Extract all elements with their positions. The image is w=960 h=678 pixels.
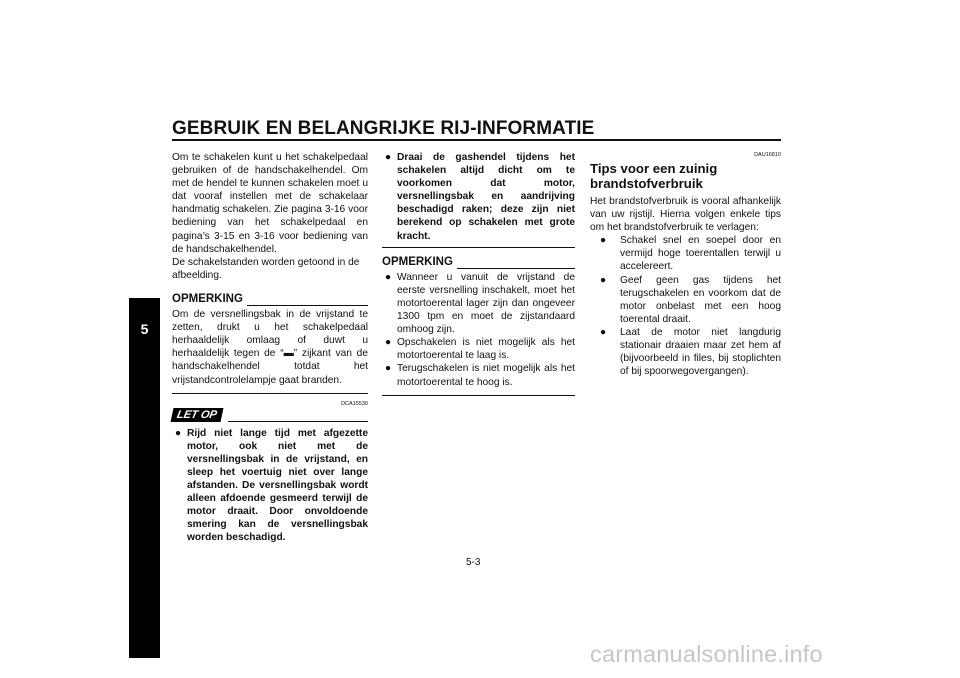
tip-item bbox=[590, 234, 781, 273]
header-rule bbox=[172, 139, 781, 141]
intro-paragraph: Om te schakelen kunt u het schakelpedaal gebruiken of de handschakelhendel. Om met de hendel te kunnen schakelen moet u dat vooraf instellen met de schakelaar handmatig schakelen. Zie pagina 3-16 voor bediening van het schakelpedaal en pagina’s 3-15 en 3-16 voor bediening van de handschakelhendel. bbox=[172, 152, 368, 255]
note-label-2: OPMERKING bbox=[382, 255, 453, 268]
note-end-rule bbox=[172, 393, 368, 394]
caution-code: DCA15530 bbox=[341, 400, 368, 407]
bullet-icon: ● bbox=[385, 152, 392, 163]
doc-code: DAU16810 bbox=[754, 152, 781, 158]
tip-item bbox=[590, 274, 781, 326]
note-bullet bbox=[382, 336, 575, 362]
bullet-icon: ● bbox=[385, 271, 392, 283]
tip-text: Laat de motor niet langdurig stationair draaien maar zet hem af (bijvoorbeeld in files, bij stoplichten of bij spoorwegovergangen). bbox=[620, 326, 781, 378]
note-bullet-text: Wanneer u vanuit de vrijstand de eerste versnelling inschakelt, moet het motortoerental lager zijn dan ongeveer 1300 tpm en moet de zijstandaard omhoog zijn. bbox=[397, 271, 575, 336]
chapter-tab bbox=[129, 298, 160, 658]
caution-bullet bbox=[172, 427, 368, 545]
note-heading-rule-2 bbox=[457, 262, 575, 269]
column-1 bbox=[172, 151, 368, 544]
note-bullet-text: Terugschakelen is niet mogelijk als het motortoerental te hoog is. bbox=[397, 363, 575, 388]
caution-bullet-2-text: Draai de gashendel tijdens het schakelen altijd dicht om te voorkomen dat motor, versnellingsbak en aandrijving beschadigd raken; deze zijn niet berekend op schakelen met grote kracht. bbox=[397, 152, 575, 242]
caution-badge: LET OP bbox=[171, 408, 224, 422]
intro-paragraph-2: De schakelstanden worden getoond in de afbeelding. bbox=[172, 256, 360, 281]
note-bullet bbox=[382, 271, 575, 336]
tip-text: Geef geen gas tijdens het terugschakelen en voorkom dat de motor onbelast met een hoog toerental draait. bbox=[620, 274, 781, 325]
column-3 bbox=[590, 151, 781, 378]
caution-bullet-text: Rijd niet lange tijd met afgezette motor, ook niet met de versnellingsbak in de vrijstand, en sleep het voertuig niet over lange afstanden. De versnellingsbak wordt alleen afdoende gesmeerd terwijl de motor draait. Door onvoldoende smering kan de versnellingsbak worden beschadigd. bbox=[187, 427, 368, 544]
page-title: GEBRUIK EN BELANGRIJKE RIJ-INFORMATIE bbox=[172, 118, 595, 139]
caution-bullet-2 bbox=[382, 151, 575, 243]
note-text: Om de versnellingsbak in de vrijstand te zetten, drukt u het schakelpedaal herhaaldelijk omlaag of duwt u herhaaldelijk tegen de “▬” zijkant van de handschakelhendel totdat het vrijstandcontrolelampje gaat branden. bbox=[172, 309, 368, 386]
bullet-icon: ● bbox=[600, 274, 607, 286]
note-bullet bbox=[382, 362, 575, 388]
bullet-icon: ● bbox=[385, 337, 392, 349]
note-end-rule-2 bbox=[382, 395, 575, 396]
bullet-icon: ● bbox=[600, 235, 607, 247]
bullet-icon: ● bbox=[600, 326, 607, 338]
watermark: carmanualsonline.info bbox=[590, 641, 823, 667]
section-title: Tips voor een zuinig brandstofverbruik bbox=[590, 161, 718, 191]
chapter-number: 5 bbox=[140, 321, 149, 337]
bullet-icon: ● bbox=[385, 363, 392, 375]
note-heading bbox=[172, 293, 368, 306]
tip-text: Schakel snel en soepel door en vermijd hoge toerentallen terwijl u accelereert. bbox=[620, 235, 781, 273]
note-heading-2 bbox=[382, 256, 575, 269]
caution-heading bbox=[172, 408, 368, 422]
caution-heading-rule bbox=[228, 415, 368, 422]
tip-item bbox=[590, 326, 781, 378]
note-bullet-text: Opschakelen is niet mogelijk als het motortoerental te laag is. bbox=[397, 337, 575, 362]
note-heading-rule bbox=[247, 299, 368, 306]
section-intro: Het brandstofverbruik is vooral afhankelijk van uw rijstijl. Hierna volgen enkele tips om het brandstofverbruik te verlagen: bbox=[590, 196, 781, 234]
note-label: OPMERKING bbox=[172, 292, 243, 305]
page-number: 5-3 bbox=[466, 557, 481, 568]
bullet-icon: ● bbox=[175, 427, 182, 439]
caution-end-rule bbox=[382, 247, 575, 248]
column-2 bbox=[382, 151, 575, 396]
